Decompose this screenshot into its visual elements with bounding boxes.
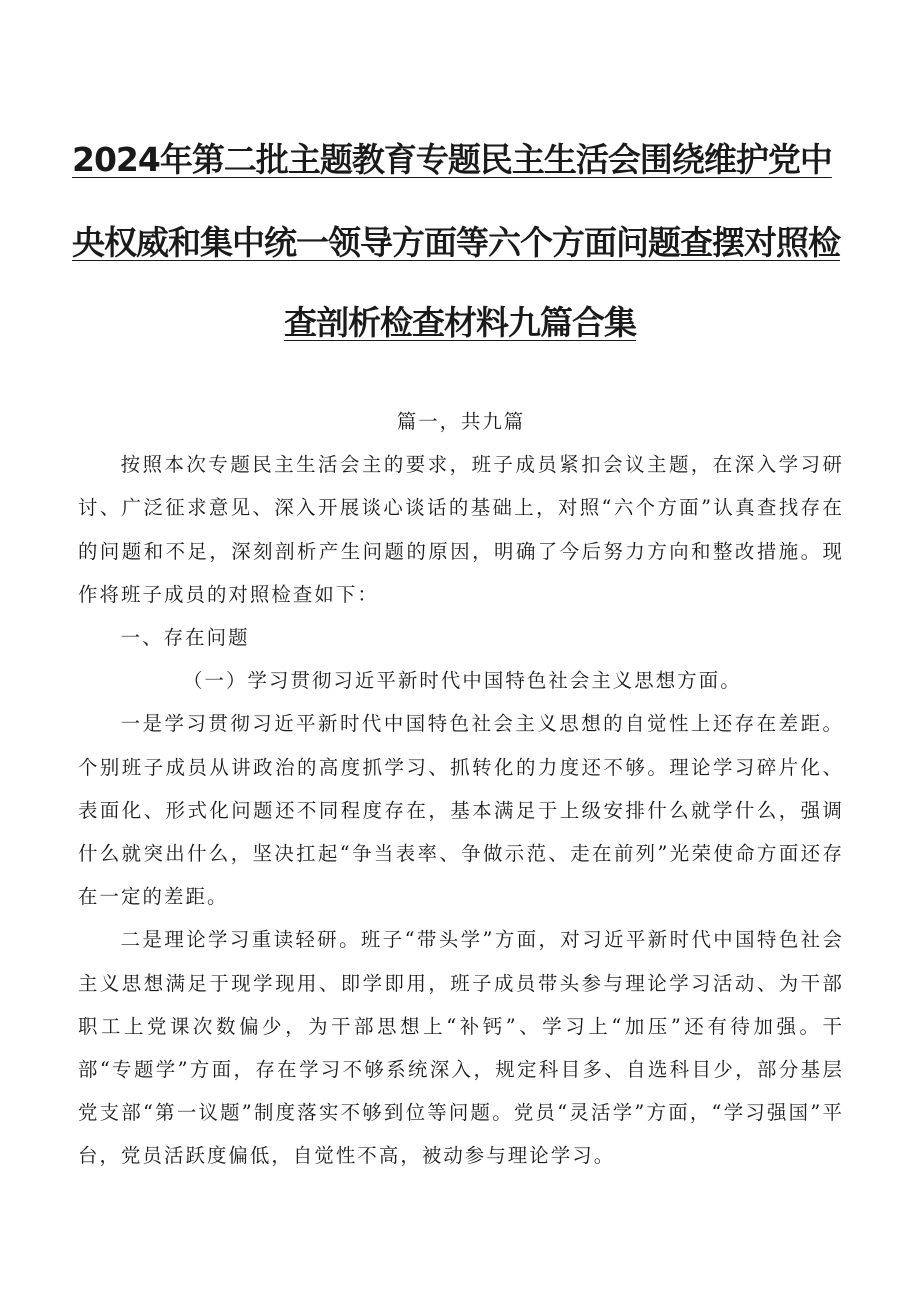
point-two-paragraph: 二是理论学习重读轻研。班子“带头学”方面，对习近平新时代中国特色社会主义思想满足于现学现用、即学即用，班子成员带头参与理论学习活动、为干部职工上党课次数偏少，为干部思想上“补钙”、学习上“加压”还有待加强。干部“专题学”方面，存在学习不够系统深入，规定科目多、自选科目少，部分基层党支部“第一议题”制度落实不够到位等问题。党员“灵活学”方面，“学习强国”平台，党员活跃度偏低，自觉性不高，被动参与理论学习。 [78,928,844,1168]
document-title-line-3: 查剖析检查材料九篇合集 [284,303,636,342]
document-title-line-2: 央权威和集中统一领导方面等六个方面问题查摆对照检 [72,223,840,262]
document-subtitle: 篇一，共九篇 [396,410,526,433]
section-heading: 一、存在问题 [120,626,250,650]
document-body [78,400,844,1178]
sub-heading: （一）学习贯彻习近平新时代中国特色社会主义思想方面。 [183,669,742,693]
intro-paragraph: 按照本次专题民主生活会主的要求，班子成员紧扣会议主题，在深入学习研讨、广泛征求意见、深入开展谈心谈话的基础上，对照“六个方面”认真查找存在的问题和不足，深刻剖析产生问题的原因，明确了今后努力方向和整改措施。现作将班子成员的对照检查如下： [78,453,844,606]
document-title-line-1: 2024年第二批主题教育专题民主生活会围绕维护党中 [72,140,832,179]
point-one-paragraph: 一是学习贯彻习近平新时代中国特色社会主义思想的自觉性上还存在差距。个别班子成员从讲政治的高度抓学习、抓转化的力度还不够。理论学习碎片化、表面化、形式化问题还不同程度存在，基本满足于上级安排什么就学什么，强调什么就突出什么，坚决扛起“争当表率、争做示范、走在前列”光荣使命方面还存在一定的差距。 [78,712,844,909]
